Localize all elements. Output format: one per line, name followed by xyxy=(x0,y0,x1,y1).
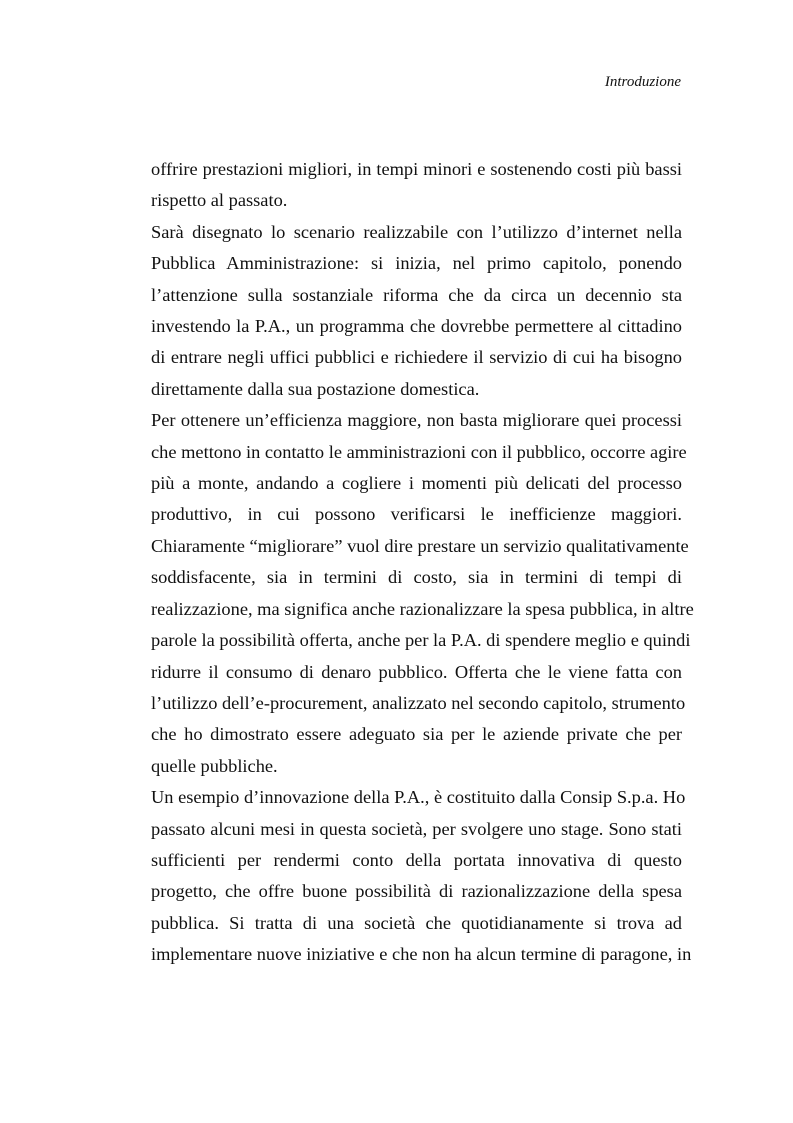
text-line: ridurre il consumo di denaro pubblico. Offerta che le viene fatta con xyxy=(151,661,682,682)
text-line: che mettono in contatto le amministrazioni con il pubblico, occorre agire xyxy=(151,441,687,462)
paragraph-4 xyxy=(151,782,692,970)
text-line: produttivo, in cui possono verificarsi le inefficienze maggiori. xyxy=(151,504,682,525)
text-line: Pubblica Amministrazione: si inizia, nel primo capitolo, ponendo xyxy=(151,253,682,274)
text-line: Per ottenere un’efficienza maggiore, non basta migliorare quei processi xyxy=(151,410,682,431)
text-line: soddisfacente, sia in termini di costo, sia in termini di tempi di xyxy=(151,567,682,588)
text-line: di entrare negli uffici pubblici e richiedere il servizio di cui ha bisogno xyxy=(151,347,682,368)
text-line: Chiaramente “migliorare” vuol dire prestare un servizio qualitativamente xyxy=(151,535,689,556)
paragraph-3 xyxy=(151,405,694,782)
text-line: investendo la P.A., un programma che dovrebbe permettere al cittadino xyxy=(151,316,682,337)
text-line: pubblica. Si tratta di una società che quotidianamente si trova ad xyxy=(151,912,682,933)
paragraph-2 xyxy=(151,217,682,405)
text-line: passato alcuni mesi in questa società, per svolgere uno stage. Sono stati xyxy=(151,818,682,839)
text-line: offrire prestazioni migliori, in tempi minori e sostenendo costi più bassi xyxy=(151,159,682,179)
text-line: progetto, che offre buone possibilità di razionalizzazione della spesa xyxy=(151,881,682,902)
text-line: quelle pubbliche. xyxy=(151,755,278,776)
running-header: Introduzione xyxy=(604,74,681,90)
text-line: sufficienti per rendermi conto della portata innovativa di questo xyxy=(151,849,682,870)
text-line: Sarà disegnato lo scenario realizzabile con l’utilizzo d’internet nella xyxy=(151,221,682,242)
text-line: che ho dimostrato essere adeguato sia per le aziende private che per xyxy=(151,724,682,745)
body-text xyxy=(151,154,694,971)
text-line: direttamente dalla sua postazione domestica. xyxy=(151,378,480,399)
text-line: Un esempio d’innovazione della P.A., è costituito dalla Consip S.p.a. Ho xyxy=(151,787,686,808)
paragraph-1 xyxy=(151,154,682,217)
text-line: implementare nuove iniziative e che non ha alcun termine di paragone, in xyxy=(151,944,692,965)
text-line: realizzazione, ma significa anche razionalizzare la spesa pubblica, in altre xyxy=(151,598,694,619)
text-line: più a monte, andando a cogliere i momenti più delicati del processo xyxy=(151,473,682,494)
text-line: l’utilizzo dell’e-procurement, analizzato nel secondo capitolo, strumento xyxy=(151,692,686,713)
text-line: parole la possibilità offerta, anche per la P.A. di spendere meglio e quindi xyxy=(151,630,691,651)
text-line: l’attenzione sulla sostanziale riforma che da circa un decennio sta xyxy=(151,284,682,305)
text-line: rispetto al passato. xyxy=(151,190,288,211)
